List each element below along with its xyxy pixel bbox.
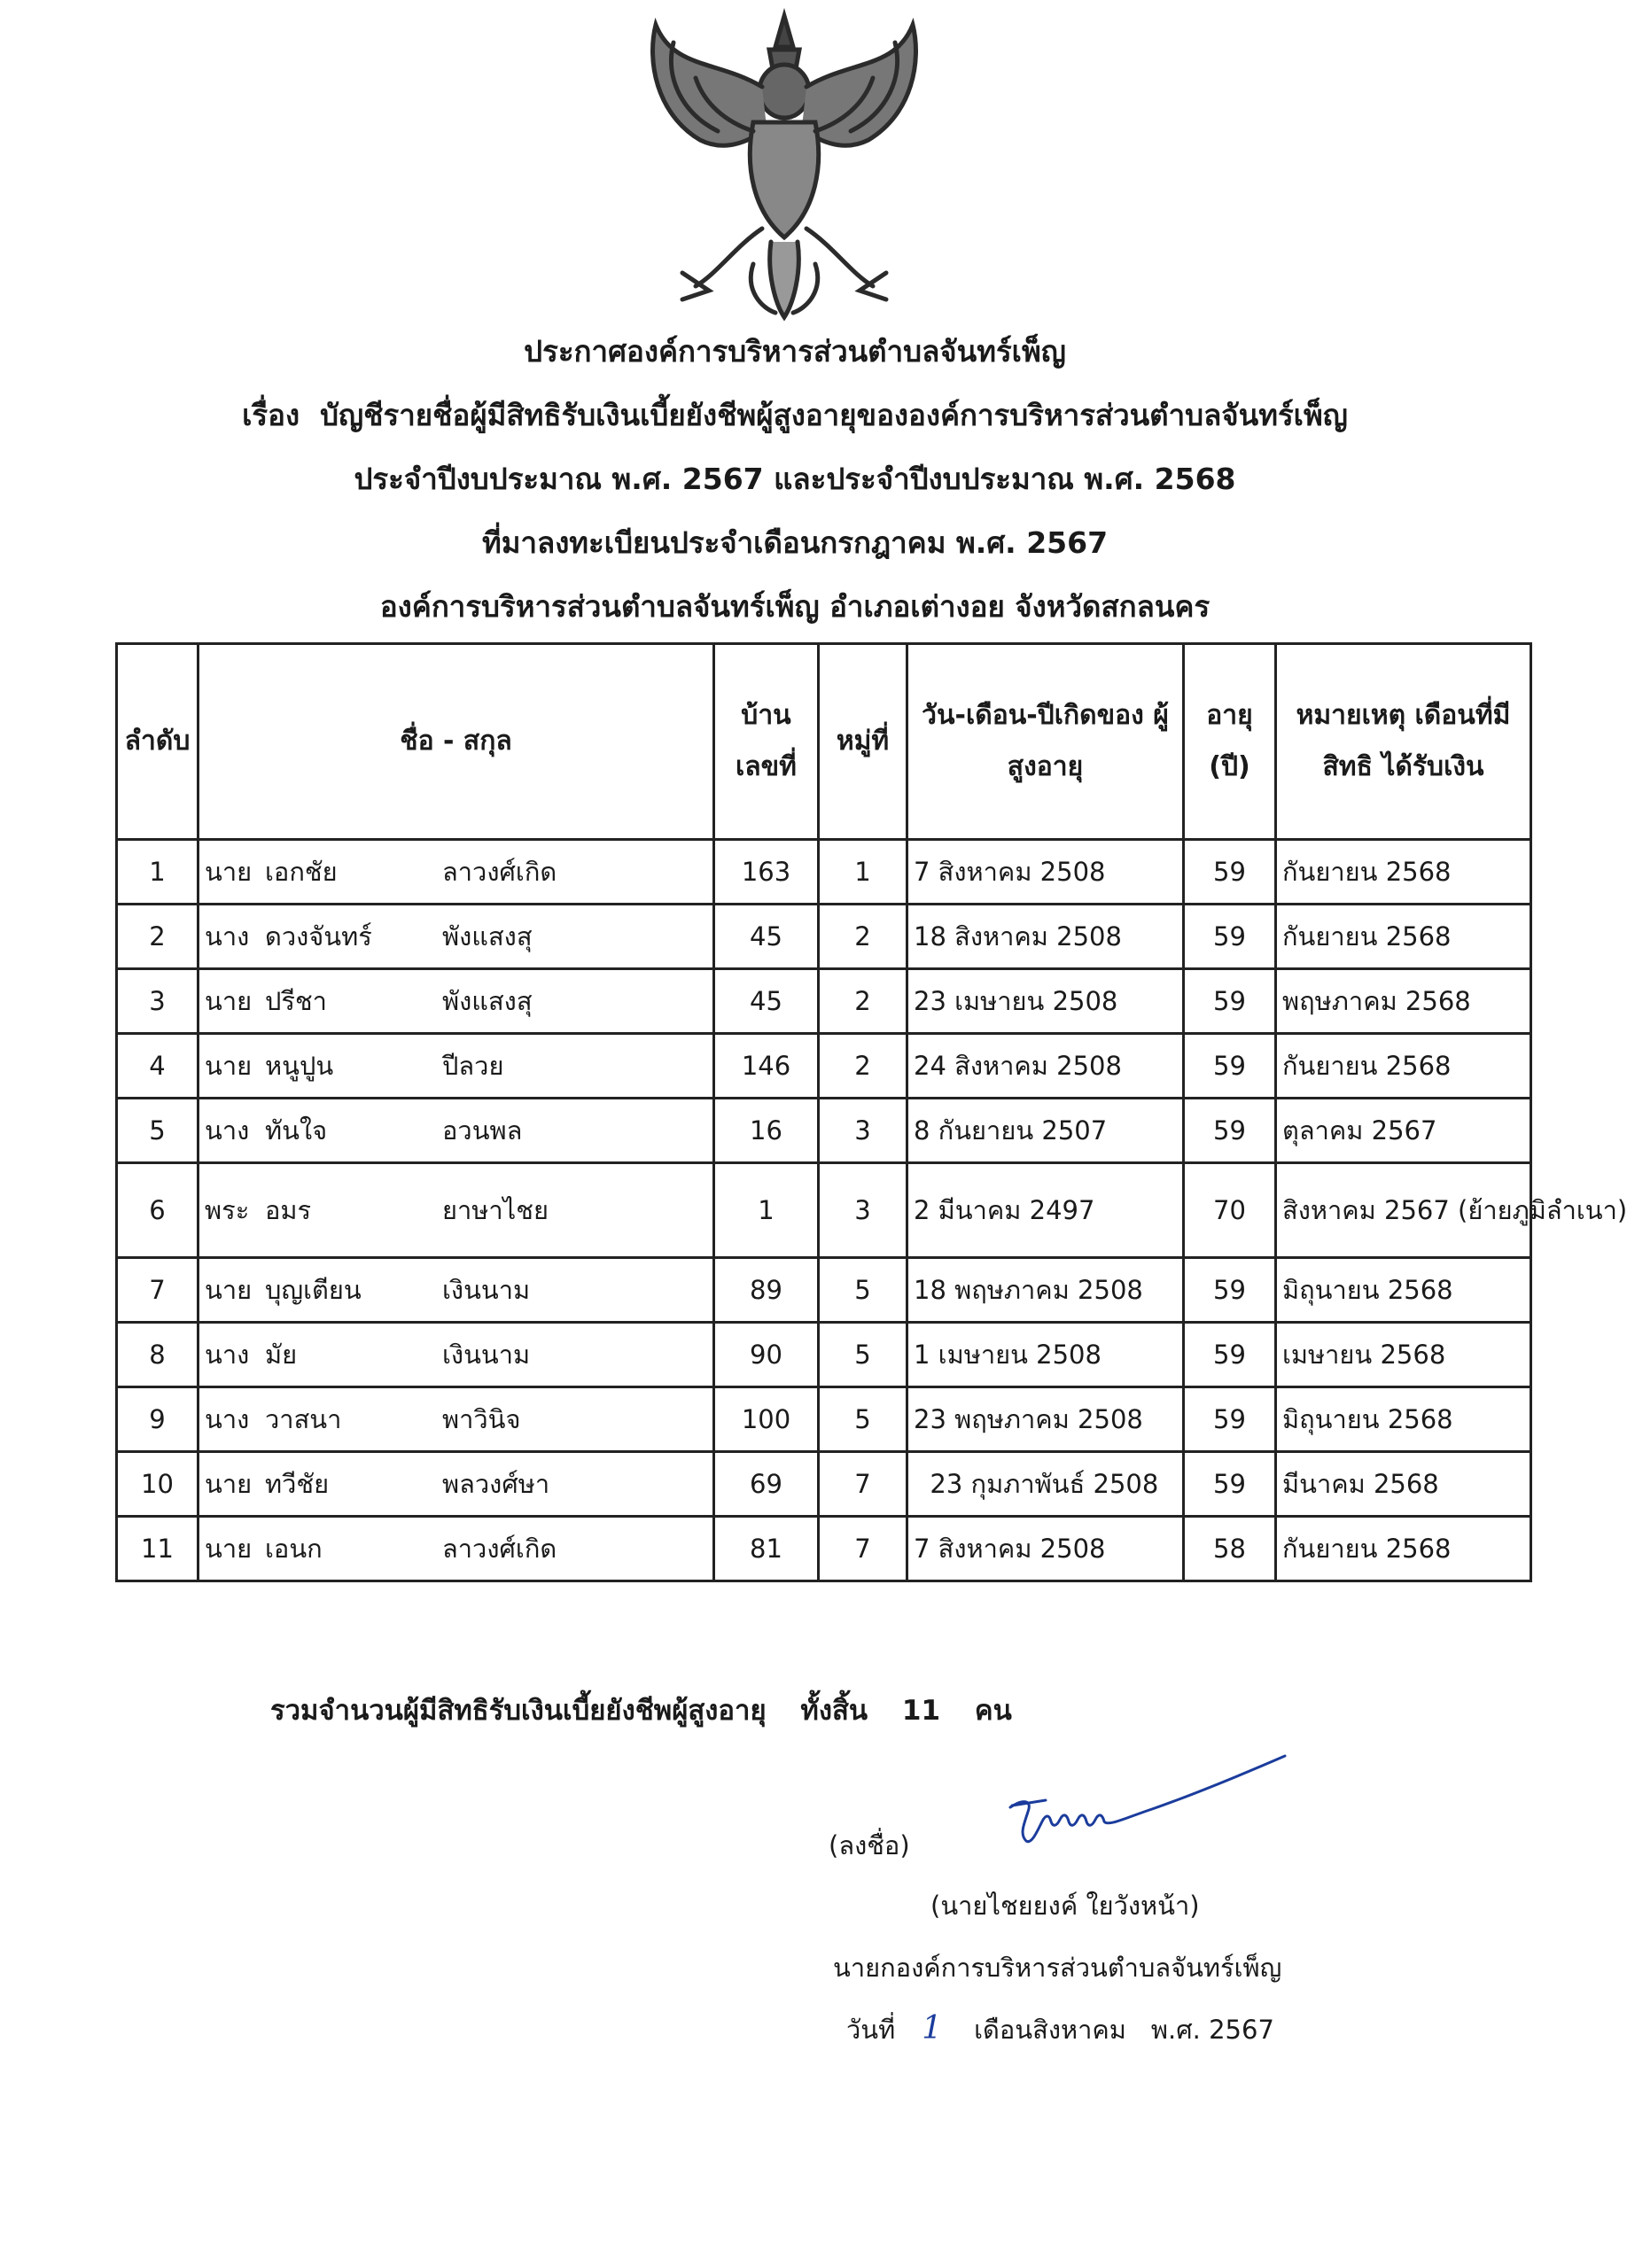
cell-name (199, 1099, 714, 1163)
table-row (117, 1517, 1531, 1581)
summary-total-label: ทั้งสิ้น (800, 1695, 868, 1727)
table-row (117, 1387, 1531, 1452)
cell-seq: 8 (117, 1323, 199, 1387)
cell-dob: 18 สิงหาคม 2508 (907, 905, 1184, 969)
cell-age: 59 (1184, 1034, 1276, 1099)
last-name: เงินนาม (442, 1275, 531, 1305)
table-row (117, 1323, 1531, 1387)
first-name: มัย (265, 1340, 298, 1370)
cell-seq: 6 (117, 1163, 199, 1258)
cell-age: 59 (1184, 1258, 1276, 1323)
cell-note: สิงหาคม 2567 (ย้ายภูมิลำเนา) (1276, 1163, 1531, 1258)
header-age: อายุ (ปี) (1184, 644, 1276, 840)
cell-dob: 8 กันยายน 2507 (907, 1099, 1184, 1163)
sign-label: (ลงชื่อ) (829, 1830, 910, 1860)
table-row (117, 1099, 1531, 1163)
cell-name (199, 1163, 714, 1258)
first-name: เอนก (265, 1534, 323, 1564)
header-name: ชื่อ - สกุล (199, 644, 714, 840)
garuda-emblem-icon (620, 7, 948, 326)
cell-seq: 11 (117, 1517, 199, 1581)
name-prefix: พระ (205, 1195, 250, 1225)
cell-name (199, 1258, 714, 1323)
last-name: พาวินิจ (442, 1404, 521, 1434)
last-name: ลาวงศ์เกิด (442, 857, 557, 887)
cell-note: กันยายน 2568 (1276, 905, 1531, 969)
cell-age: 59 (1184, 969, 1276, 1034)
cell-moo: 7 (819, 1452, 907, 1517)
cell-note: พฤษภาคม 2568 (1276, 969, 1531, 1034)
cell-dob: 7 สิงหาคม 2508 (907, 840, 1184, 905)
cell-moo: 2 (819, 969, 907, 1034)
name-prefix: นาง (205, 1340, 250, 1370)
cell-dob: 23 เมษายน 2508 (907, 969, 1184, 1034)
cell-seq: 10 (117, 1452, 199, 1517)
cell-note: กันยายน 2568 (1276, 1034, 1531, 1099)
table-header-row (117, 644, 1531, 840)
last-name: เงินนาม (442, 1340, 531, 1370)
cell-house: 146 (714, 1034, 819, 1099)
cell-age: 70 (1184, 1163, 1276, 1258)
signer-name: (นายไชยยงค์ ใยวังหน้า) (930, 1891, 1200, 1921)
cell-name (199, 1387, 714, 1452)
cell-moo: 7 (819, 1517, 907, 1581)
subject-text: บัญชีรายชื่อผู้มีสิทธิรับเงินเบี้ยยังชีพผู้สูงอายุขององค์การบริหารส่วนตำบลจันทร์เพ็ญ (320, 398, 1348, 432)
cell-seq: 9 (117, 1387, 199, 1452)
cell-dob: 18 พฤษภาคม 2508 (907, 1258, 1184, 1323)
cell-moo: 5 (819, 1387, 907, 1452)
cell-age: 59 (1184, 1452, 1276, 1517)
cell-moo: 3 (819, 1163, 907, 1258)
announcement-title: ประกาศองค์การบริหารส่วนตำบลจันทร์เพ็ญ (524, 334, 1066, 369)
cell-moo: 1 (819, 840, 907, 905)
cell-house: 45 (714, 969, 819, 1034)
first-name: ทวีชัย (265, 1469, 330, 1499)
last-name: ปีลวย (442, 1051, 504, 1081)
cell-age: 59 (1184, 840, 1276, 905)
cell-dob: 24 สิงหาคม 2508 (907, 1034, 1184, 1099)
summary-label: รวมจำนวนผู้มีสิทธิรับเงินเบี้ยยังชีพผู้สูงอายุ (270, 1695, 767, 1727)
cell-house: 1 (714, 1163, 819, 1258)
subject-label: เรื่อง (242, 398, 300, 432)
cell-name (199, 969, 714, 1034)
cell-note: มิถุนายน 2568 (1276, 1258, 1531, 1323)
table-row (117, 1034, 1531, 1099)
cell-dob: 23 กุมภาพันธ์ 2508 (907, 1452, 1184, 1517)
cell-seq: 1 (117, 840, 199, 905)
cell-house: 90 (714, 1323, 819, 1387)
table-row (117, 905, 1531, 969)
date-month: เดือนสิงหาคม (974, 2015, 1126, 2045)
summary-unit: คน (974, 1695, 1012, 1727)
last-name: ลาวงศ์เกิด (442, 1534, 557, 1564)
fiscal-year-line: ประจำปีงบประมาณ พ.ศ. 2567 และประจำปีงบประมาณ พ.ศ. 2568 (354, 462, 1236, 496)
summary-line (270, 1688, 1037, 1732)
cell-note: มิถุนายน 2568 (1276, 1387, 1531, 1452)
header-moo: หมู่ที่ (819, 644, 907, 840)
subject-line (0, 392, 1590, 439)
handwritten-signature-icon (993, 1745, 1294, 1860)
cell-seq: 5 (117, 1099, 199, 1163)
cell-house: 45 (714, 905, 819, 969)
cell-house: 69 (714, 1452, 819, 1517)
cell-note: กันยายน 2568 (1276, 1517, 1531, 1581)
cell-house: 163 (714, 840, 819, 905)
cell-dob: 2 มีนาคม 2497 (907, 1163, 1184, 1258)
cell-name (199, 840, 714, 905)
first-name: บุญเตียน (265, 1275, 362, 1305)
cell-moo: 2 (819, 1034, 907, 1099)
cell-age: 59 (1184, 1387, 1276, 1452)
cell-note: มีนาคม 2568 (1276, 1452, 1531, 1517)
cell-moo: 5 (819, 1323, 907, 1387)
cell-house: 100 (714, 1387, 819, 1452)
name-prefix: นาง (205, 1115, 250, 1146)
header-house: บ้าน เลขที่ (714, 644, 819, 840)
name-prefix: นาง (205, 921, 250, 951)
date-prefix: วันที่ (846, 2015, 896, 2045)
cell-name (199, 1517, 714, 1581)
date-year: พ.ศ. 2567 (1150, 2015, 1274, 2045)
cell-note: ตุลาคม 2567 (1276, 1099, 1531, 1163)
first-name: ทันใจ (265, 1115, 328, 1146)
cell-age: 58 (1184, 1517, 1276, 1581)
organization-line: องค์การบริหารส่วนตำบลจันทร์เพ็ญ อำเภอเต่างอย จังหวัดสกลนคร (379, 589, 1211, 624)
header-note: หมายเหตุ เดือนที่มีสิทธิ ได้รับเงิน (1276, 644, 1531, 840)
table-row (117, 1163, 1531, 1258)
last-name: พังแสงสุ (442, 921, 533, 951)
name-prefix: นาง (205, 1404, 250, 1434)
first-name: หนูปูน (265, 1051, 334, 1081)
table-row (117, 969, 1531, 1034)
last-name: พังแสงสุ (442, 986, 533, 1016)
first-name: ดวงจันทร์ (265, 921, 372, 951)
signer-title: นายกองค์การบริหารส่วนตำบลจันทร์เพ็ญ (833, 1953, 1282, 1983)
table-row (117, 1258, 1531, 1323)
beneficiary-table (115, 642, 1627, 1582)
date-day: 1 (922, 2010, 943, 2047)
cell-seq: 4 (117, 1034, 199, 1099)
cell-name (199, 905, 714, 969)
first-name: เอกชัย (265, 857, 338, 887)
cell-dob: 23 พฤษภาคม 2508 (907, 1387, 1184, 1452)
name-prefix: นาย (205, 1275, 253, 1305)
cell-moo: 2 (819, 905, 907, 969)
cell-age: 59 (1184, 1099, 1276, 1163)
header-dob: วัน-เดือน-ปีเกิดของ ผู้สูงอายุ (907, 644, 1184, 840)
last-name: พลวงศ์ษา (442, 1469, 550, 1499)
date-line (846, 2009, 1274, 2050)
table-row (117, 1452, 1531, 1517)
cell-dob: 7 สิงหาคม 2508 (907, 1517, 1184, 1581)
cell-house: 81 (714, 1517, 819, 1581)
summary-count: 11 (901, 1695, 941, 1727)
last-name: อวนพล (442, 1115, 523, 1146)
cell-note: กันยายน 2568 (1276, 840, 1531, 905)
cell-note: เมษายน 2568 (1276, 1323, 1531, 1387)
cell-name (199, 1323, 714, 1387)
last-name: ยาษาไชย (442, 1195, 549, 1225)
cell-name (199, 1034, 714, 1099)
cell-seq: 2 (117, 905, 199, 969)
cell-moo: 5 (819, 1258, 907, 1323)
cell-moo: 3 (819, 1099, 907, 1163)
first-name: วาสนา (265, 1404, 342, 1434)
first-name: อมร (265, 1195, 312, 1225)
cell-seq: 7 (117, 1258, 199, 1323)
cell-dob: 1 เมษายน 2508 (907, 1323, 1184, 1387)
name-prefix: นาย (205, 986, 253, 1016)
cell-age: 59 (1184, 1323, 1276, 1387)
name-prefix: นาย (205, 1534, 253, 1564)
name-prefix: นาย (205, 1051, 253, 1081)
first-name: ปรีชา (265, 986, 327, 1016)
header-seq: ลำดับ (117, 644, 199, 840)
table-row (117, 840, 1531, 905)
cell-house: 16 (714, 1099, 819, 1163)
name-prefix: นาย (205, 857, 253, 887)
cell-house: 89 (714, 1258, 819, 1323)
cell-seq: 3 (117, 969, 199, 1034)
cell-age: 59 (1184, 905, 1276, 969)
registration-month-line: ที่มาลงทะเบียนประจำเดือนกรกฎาคม พ.ศ. 2567 (481, 525, 1109, 560)
cell-name (199, 1452, 714, 1517)
name-prefix: นาย (205, 1469, 253, 1499)
